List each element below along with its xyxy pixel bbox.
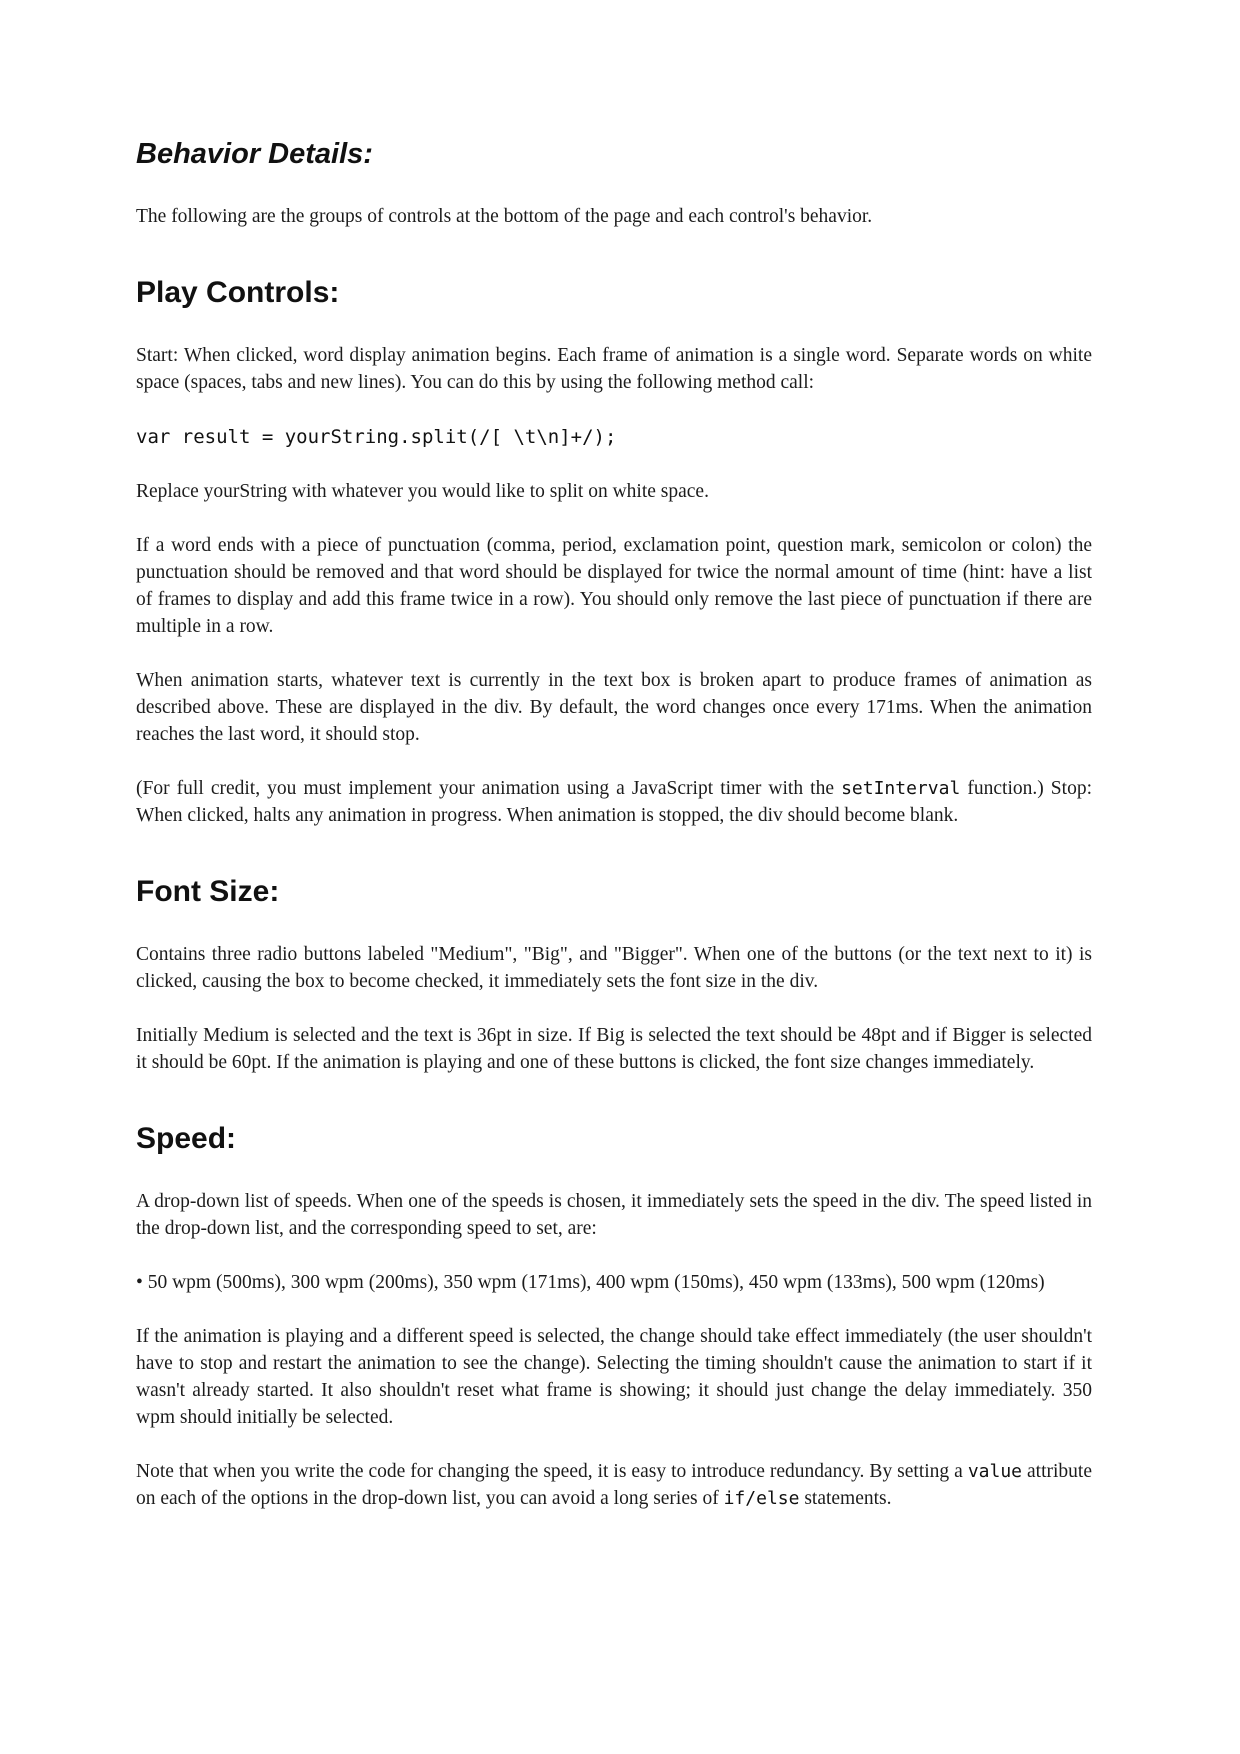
animation-start-paragraph: When animation starts, whatever text is currently in the text box is broken apart to produce frames of animation as described above. These are displayed in the div. By default, the word changes once every 171ms. When the animation reaches the last word, it should stop. (136, 670, 1092, 745)
speed-change-paragraph: If the animation is playing and a different speed is selected, the change should take effect immediately (the user shouldn't have to stop and restart the animation to see the change). Selecting the timing shouldn't cause the animation to start if it wasn't already started. It also shouldn't reset what frame is showing; it should just change the delay immediately. 350 wpm should initially be selected. (136, 1326, 1092, 1428)
redundancy-note-mid: attribute on each of the options in the drop-down list, you can avoid a long series of (136, 1461, 1092, 1509)
full-credit-text-pre: (For full credit, you must implement your animation using a JavaScript timer with the (136, 778, 842, 799)
intro-paragraph: The following are the groups of controls at the bottom of the page and each control's behavior. (136, 206, 873, 227)
full-credit-text-post: function.) Stop: When clicked, halts any animation in progress. When animation is stopped, the div should become blank. (136, 778, 1092, 826)
redundancy-note-paragraph (136, 1458, 1092, 1512)
punctuation-paragraph: If a word ends with a piece of punctuation (comma, period, exclamation point, question mark, semicolon or colon) the punctuation should be removed and that word should be displayed for twice the normal amount of time (hint: have a list of frames to display and add this frame twice in a row). You should only remove the last piece of punctuation if there are multiple in a row. (136, 535, 1092, 637)
speed-list-bullet: • 50 wpm (500ms), 300 wpm (200ms), 350 wpm (171ms), 400 wpm (150ms), 450 wpm (133ms), 500 wpm (120ms) (136, 1272, 1045, 1293)
value-inline-code: value (967, 1461, 1023, 1482)
redundancy-note-post: statements. (799, 1488, 892, 1509)
doc-title: Behavior Details: (136, 138, 373, 170)
start-behavior-paragraph: Start: When clicked, word display animation begins. Each frame of animation is a single word. Separate words on white space (spaces, tabs and new lines). You can do this by using the following method call: (136, 345, 1092, 393)
ifelse-inline-code: if/else (723, 1488, 800, 1509)
speed-heading: Speed: (136, 1122, 237, 1155)
radio-buttons-paragraph: Contains three radio buttons labeled "Medium", "Big", and "Bigger". When one of the buttons (or the text next to it) is clicked, causing the box to become checked, it immediately sets the font size in the div. (136, 944, 1092, 992)
full-credit-paragraph (136, 775, 1092, 829)
play-controls-heading: Play Controls: (136, 276, 340, 309)
redundancy-note-pre: Note that when you write the code for changing the speed, it is easy to introduce redundancy. By setting a (136, 1461, 968, 1482)
dropdown-paragraph: A drop-down list of speeds. When one of the speeds is chosen, it immediately sets the speed in the div. The speed listed in the drop-down list, and the corresponding speed to set, are: (136, 1191, 1092, 1239)
replace-yourstring-paragraph: Replace yourString with whatever you would like to split on white space. (136, 481, 709, 502)
setinterval-inline-code: setInterval (841, 778, 961, 799)
font-sizes-paragraph: Initially Medium is selected and the text is 36pt in size. If Big is selected the text should be 48pt and if Bigger is selected it should be 60pt. If the animation is playing and one of these buttons is clicked, the font size changes immediately. (136, 1025, 1092, 1073)
split-code-snippet: var result = yourString.split(/[ \t\n]+/); (136, 426, 617, 448)
font-size-heading: Font Size: (136, 875, 280, 908)
